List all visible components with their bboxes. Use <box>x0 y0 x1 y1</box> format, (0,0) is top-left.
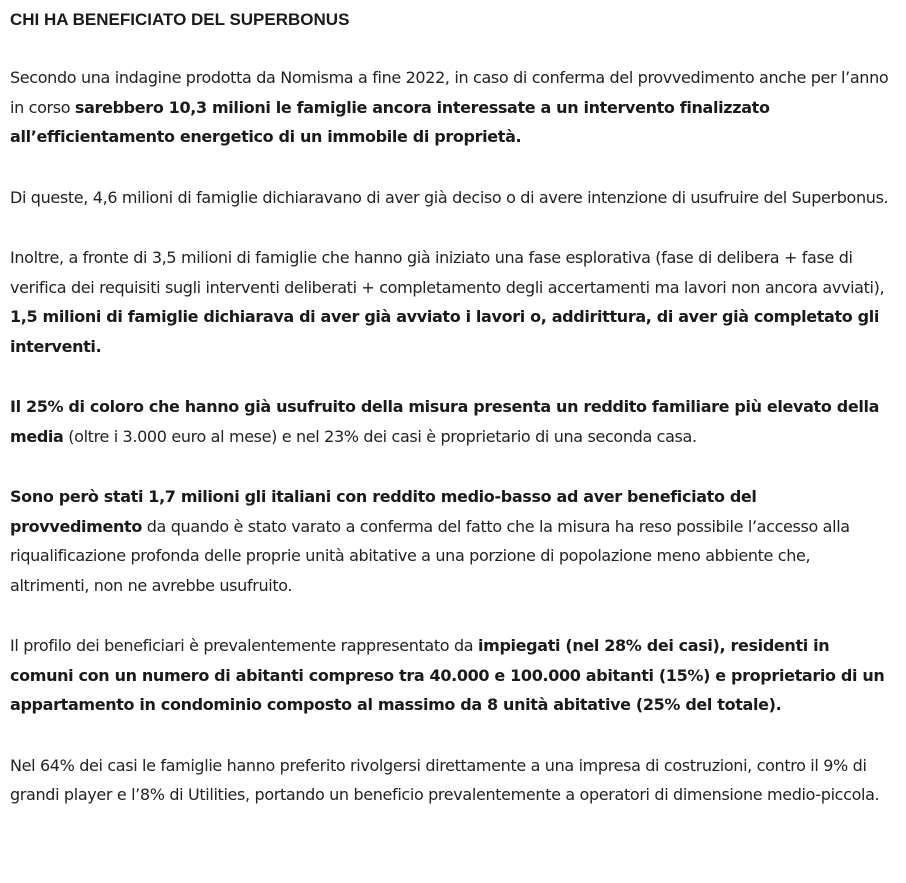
paragraph-text: Il profilo dei beneficiari è prevalentemente rappresentato da <box>10 636 478 655</box>
paragraph-text: Di queste, 4,6 milioni di famiglie dichiaravano di aver già deciso o di avere intenzione di usufruire del Superbonus. <box>10 187 889 207</box>
paragraph-text: Nel 64% dei casi le famiglie hanno preferito rivolgersi direttamente a una impresa di costruzioni, contro il 9% di grandi player e l’8% di Utilities, portando un beneficio prevalentemente a operatori di dimensione medio-piccola. <box>10 755 880 804</box>
paragraph-income <box>10 392 890 451</box>
paragraph-nomisma-survey <box>10 63 890 152</box>
paragraph-operators <box>10 751 890 810</box>
paragraph-exploratory-phase <box>10 243 890 361</box>
paragraph-highlight: sarebbero 10,3 milioni le famiglie ancora interessate a un intervento finalizzato all’efficientamento energetico di un immobile di proprietà. <box>10 97 770 146</box>
paragraph-text: da quando è stato varato a conferma del fatto che la misura ha reso possibile l’accesso alla riqualificazione profonda delle proprie unità abitative a una porzione di popolazione meno abbiente che, altrimenti, non ne avrebbe usufruito. <box>10 516 850 595</box>
paragraph-medium-low-income <box>10 482 890 600</box>
paragraph-text: Inoltre, a fronte di 3,5 milioni di famiglie che hanno già iniziato una fase esplorativa (fase di delibera + fase di verifica dei requisiti sugli interventi deliberati + completamento degli accertamenti ma lavori non ancora avviati), <box>10 248 885 297</box>
paragraph-highlight: 1,5 milioni di famiglie dichiarava di aver già avviato i lavori o, addirittura, di aver già completato gli interventi. <box>10 307 880 356</box>
section-heading: CHI HA BENEFICIATO DEL SUPERBONUS <box>10 10 350 29</box>
paragraph-highlight: impiegati (nel 28% dei casi), residenti in comuni con un numero di abitanti compreso tra 40.000 e 100.000 abitanti (15%) e proprietario di un appartamento in condominio composto al massimo da 8 unità abitative (25% del totale). <box>10 636 885 714</box>
paragraph-highlight: Sono però stati 1,7 milioni gli italiani con reddito medio-basso ad aver beneficiato del provvedimento <box>10 487 757 536</box>
paragraph-text: (oltre i 3.000 euro al mese) e nel 23% dei casi è proprietario di una seconda casa. <box>63 426 697 446</box>
paragraph-text: Secondo una indagine prodotta da Nomisma a fine 2022, in caso di conferma del provvedimento anche per l’anno in corso <box>10 68 889 117</box>
paragraph-beneficiary-profile <box>10 631 890 720</box>
paragraph-intention <box>10 183 890 213</box>
paragraph-highlight: Il 25% di coloro che hanno già usufruito della misura presenta un reddito familiare più elevato della media <box>10 397 880 446</box>
